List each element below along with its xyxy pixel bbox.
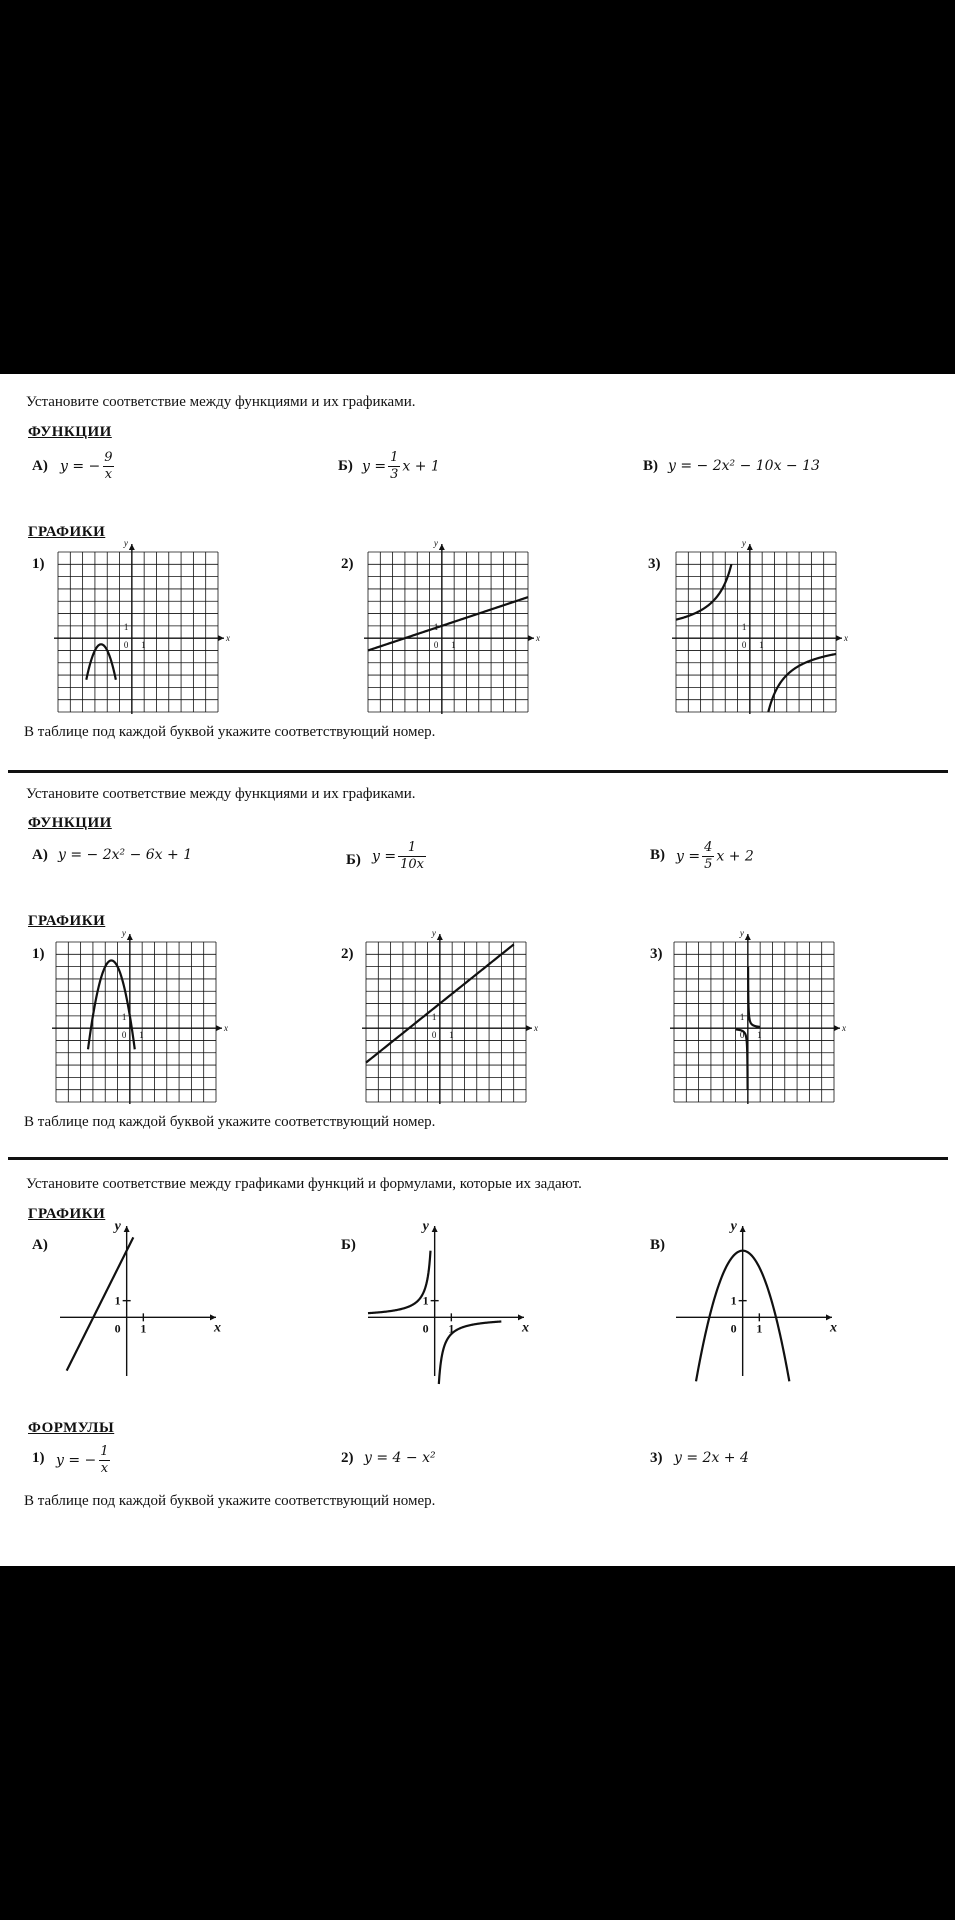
x-axis-label: x	[224, 1023, 228, 1034]
y-axis-label: y	[741, 538, 746, 548]
tick-label-y-1: 1	[431, 1011, 437, 1022]
block3-formula-1-label: 1)	[32, 1450, 45, 1466]
block2-footer: В таблице под каждой буквой укажите соответствующий номер.	[24, 1114, 436, 1130]
tick-label-y-1: 1	[123, 621, 129, 632]
x-axis-label: x	[534, 1023, 538, 1034]
tick-label-y-1: 1	[730, 1293, 737, 1308]
tick-label-x-1: 1	[756, 1321, 763, 1336]
tick-label-y-1: 1	[739, 1011, 745, 1022]
block3-formula-2: y = 4 − x²	[364, 1450, 436, 1466]
block3-graph-b	[368, 1219, 529, 1384]
bottom-black-bar	[0, 1566, 955, 1920]
tick-label-x-1: 1	[451, 640, 456, 651]
x-axis-label: x	[214, 1320, 221, 1336]
block2-function-a-formula: y = − 2x² − 6x + 1	[58, 847, 193, 863]
tick-label-x-1: 1	[757, 1030, 762, 1041]
x-axis-label: x	[226, 633, 230, 644]
x-axis-label: x	[536, 633, 540, 644]
block2-intro: Установите соответствие между функциями и их графиками.	[26, 786, 416, 802]
tick-label-origin: 0	[114, 1321, 121, 1336]
tick-label-origin: 0	[741, 640, 747, 651]
block3-graphs-heading: ГРАФИКИ	[28, 1206, 106, 1222]
block2-graph-2-label: 2)	[341, 946, 354, 962]
tick-label-origin: 0	[123, 640, 129, 651]
y-axis-label: y	[730, 1219, 737, 1234]
block2-function-v-label: В)	[650, 847, 665, 863]
block3-formulas-heading: ФОРМУЛЫ	[28, 1420, 115, 1436]
block2-graphs-heading: ГРАФИКИ	[28, 913, 106, 929]
tick-label-x-1: 1	[759, 640, 764, 651]
graph-curve-1	[88, 960, 135, 1049]
graph-curve-1	[86, 644, 116, 679]
tick-label-x-1: 1	[141, 640, 146, 651]
block2-graph-1	[56, 928, 228, 1102]
x-axis-label: x	[830, 1320, 837, 1336]
block2-function-b-formula: y = $\frac{1}{10x}$	[372, 840, 424, 872]
tick-label-origin: 0	[422, 1321, 429, 1336]
graph-curve-2	[748, 967, 760, 1027]
tick-label-x-1: 1	[139, 1030, 144, 1041]
tick-label-y-1: 1	[422, 1293, 429, 1308]
tick-label-origin: 0	[121, 1030, 127, 1041]
y-axis-label: y	[422, 1219, 429, 1234]
block1-graph-1	[58, 538, 230, 712]
tick-label-x-1: 1	[449, 1030, 454, 1041]
block3-formula-3: y = 2x + 4	[674, 1450, 749, 1466]
block2-function-a-label: А)	[32, 847, 48, 863]
block-divider-1	[8, 770, 948, 773]
tick-label-x-1: 1	[140, 1321, 147, 1336]
block1-function-v-formula: y = − 2x² − 10x − 13	[668, 458, 820, 474]
block3-graph-b-label: Б)	[341, 1237, 356, 1253]
block1-function-b-label: Б)	[338, 458, 353, 474]
block1-graphs-heading: ГРАФИКИ	[28, 524, 106, 540]
block1-graph-2-label: 2)	[341, 556, 354, 572]
y-axis-label: y	[121, 928, 126, 938]
graph-curve-1	[67, 1237, 134, 1370]
tick-label-origin: 0	[433, 640, 439, 651]
tick-label-y-1: 1	[114, 1293, 121, 1308]
block3-footer: В таблице под каждой буквой укажите соответствующий номер.	[24, 1493, 436, 1509]
block1-graph-3-label: 3)	[648, 556, 661, 572]
block2-function-v-formula: y = $\frac{4}{5}$ x + 2	[676, 840, 754, 872]
block1-intro: Установите соответствие между функциями и их графиками.	[26, 394, 416, 410]
x-axis-label: x	[522, 1320, 529, 1336]
y-axis-label: y	[739, 928, 744, 938]
block3-formula-1: y = − $\frac{1}{x}$	[56, 1444, 109, 1476]
graph-curve-1	[368, 1251, 431, 1314]
block2-functions-heading: ФУНКЦИИ	[28, 815, 112, 831]
tick-label-y-1: 1	[121, 1011, 127, 1022]
x-axis-label: x	[844, 633, 848, 644]
block3-intro: Установите соответствие между графиками функций и формулами, которые их задают.	[26, 1176, 582, 1192]
block1-functions-heading: ФУНКЦИИ	[28, 424, 112, 440]
graph-curve-1	[368, 597, 528, 650]
block1-function-a-formula: y = − $\frac{9}{x}$	[60, 450, 113, 482]
block2-function-b-label: Б)	[346, 852, 361, 868]
block-divider-2	[8, 1157, 948, 1160]
block3-graph-a-label: А)	[32, 1237, 48, 1253]
block2-graph-1-label: 1)	[32, 946, 45, 962]
block1-footer: В таблице под каждой буквой укажите соответствующий номер.	[24, 724, 436, 740]
top-black-bar	[0, 0, 955, 374]
tick-label-x-1: 1	[448, 1321, 455, 1336]
block1-function-a-label: А)	[32, 458, 48, 474]
block2-graph-3-label: 3)	[650, 946, 663, 962]
y-axis-label: y	[433, 538, 438, 548]
block3-graph-v-label: В)	[650, 1237, 665, 1253]
block1-function-v-label: В)	[643, 458, 658, 474]
block3-formula-2-label: 2)	[341, 1450, 354, 1466]
block1-graph-3	[676, 538, 848, 712]
y-axis-label: y	[431, 928, 436, 938]
block2-graph-3	[674, 928, 846, 1102]
tick-label-y-1: 1	[741, 621, 747, 632]
tick-label-origin: 0	[730, 1321, 737, 1336]
block1-graph-1-label: 1)	[32, 556, 45, 572]
block1-graph-2	[368, 538, 540, 712]
block1-function-b-formula: y = $\frac{1}{3}$ x + 1	[362, 450, 440, 482]
block3-graph-v	[676, 1219, 837, 1384]
y-axis-label: y	[123, 538, 128, 548]
tick-label-origin: 0	[739, 1030, 745, 1041]
tick-label-y-1: 1	[433, 621, 439, 632]
y-axis-label: y	[114, 1219, 121, 1234]
x-axis-label: x	[842, 1023, 846, 1034]
block3-graph-a	[60, 1219, 221, 1384]
block3-formula-3-label: 3)	[650, 1450, 663, 1466]
block2-graph-2	[366, 928, 538, 1102]
graph-curve-1	[676, 564, 731, 619]
tick-label-origin: 0	[431, 1030, 437, 1041]
